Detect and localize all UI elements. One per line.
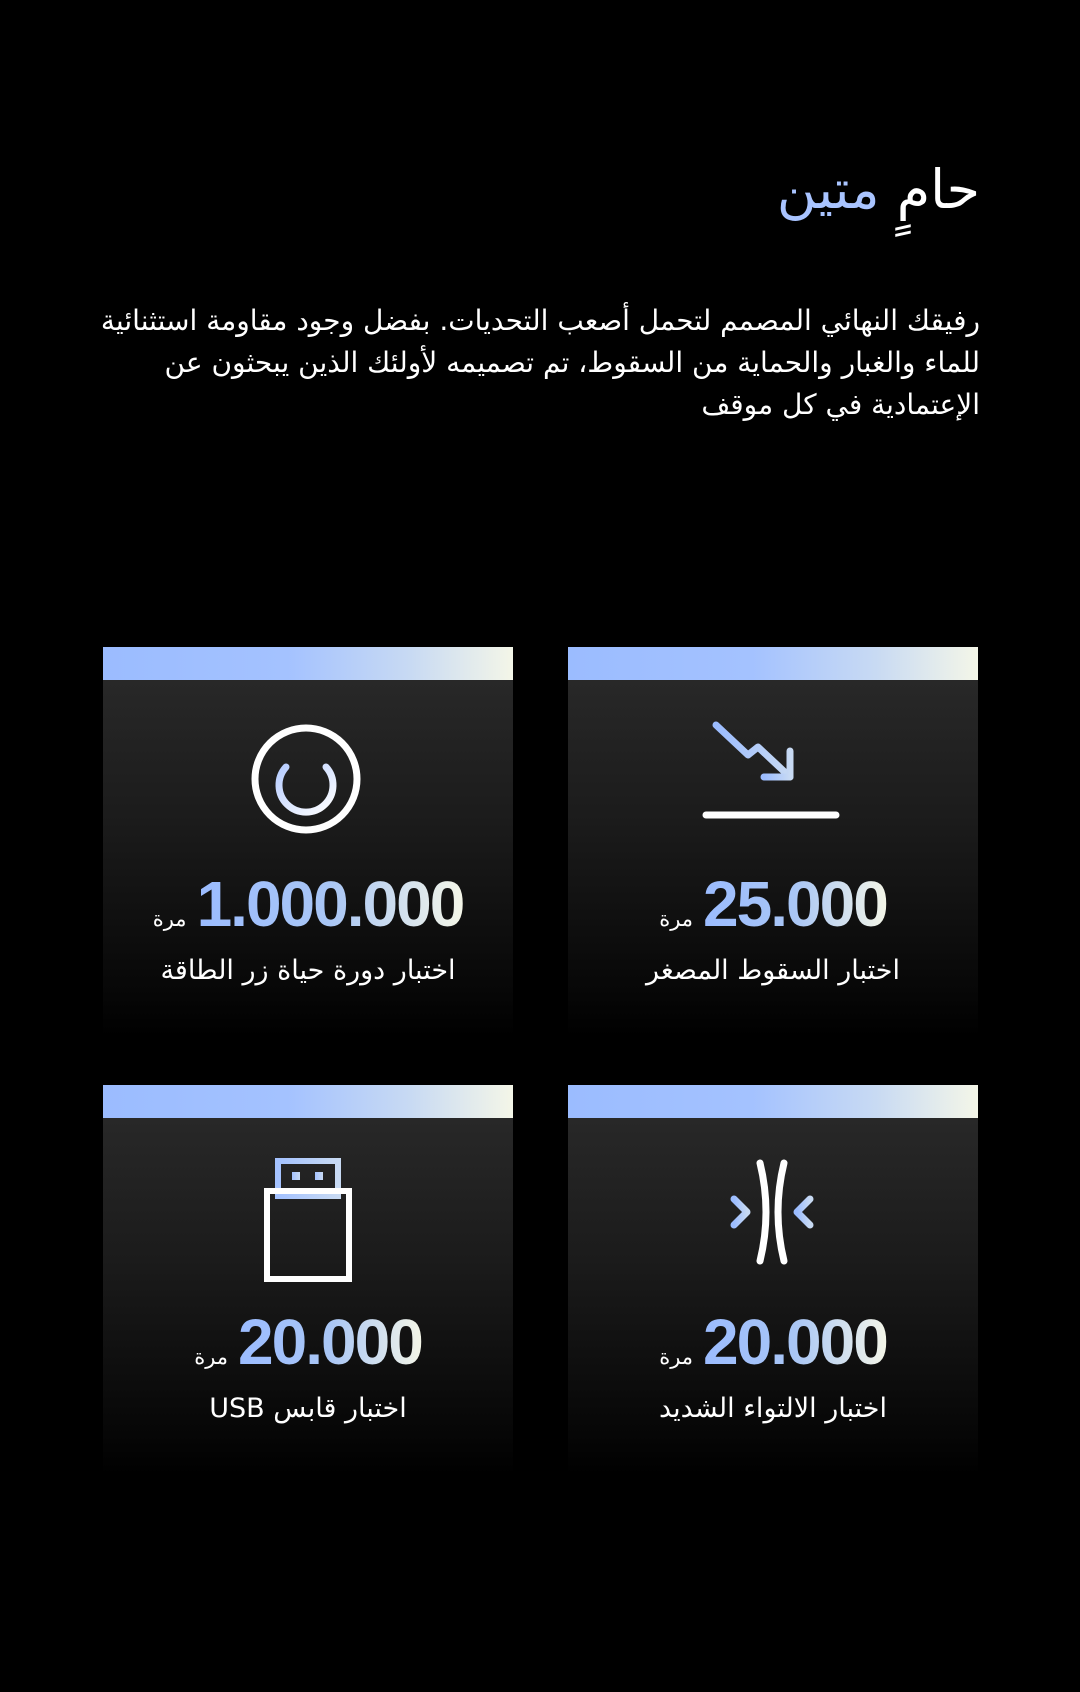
stat-card-drop-test <box>568 647 978 1037</box>
stat-value-row <box>103 869 513 939</box>
stat-label: اختبار دورة حياة زر الطاقة <box>160 955 456 986</box>
stat-label: اختبار السقوط المصغر <box>646 955 900 986</box>
page-description: رفيقك النهائي المصمم لتحمل أصعب التحديات. بفضل وجود مقاومة استثنائية للماء والغبار والحماية من السقوط، تم تصميمه لأولئك الذين يبحثون عن الإعتمادية في كل موقف <box>100 304 980 421</box>
card-accent-bar <box>568 647 978 680</box>
title-part-1: حامٍ <box>896 158 980 221</box>
drop-test-icon <box>698 717 848 847</box>
stat-unit: مرة <box>194 1345 229 1369</box>
stat-card-bend-test <box>568 1085 978 1475</box>
stat-value-row <box>103 1307 513 1377</box>
stat-unit: مرة <box>152 907 187 931</box>
card-accent-bar <box>568 1085 978 1118</box>
stat-value-row <box>568 869 978 939</box>
usb-icon <box>233 1155 383 1285</box>
title-part-2: متين <box>776 158 880 221</box>
stat-value: 20.000 <box>238 1306 422 1378</box>
power-icon <box>233 717 383 847</box>
card-accent-bar <box>103 1085 513 1118</box>
stat-card-power-button <box>103 647 513 1037</box>
stat-unit: مرة <box>659 907 694 931</box>
stat-unit: مرة <box>659 1345 694 1369</box>
stat-value: 20.000 <box>703 1306 887 1378</box>
stat-value: 1.000.000 <box>196 868 464 940</box>
stat-value-row <box>568 1307 978 1377</box>
stat-value: 25.000 <box>703 868 887 940</box>
stat-label: اختبار الالتواء الشديد <box>658 1393 887 1424</box>
stat-label: اختبار قابس USB <box>209 1393 407 1424</box>
page-title <box>100 150 980 230</box>
bend-icon <box>698 1155 848 1285</box>
card-accent-bar <box>103 647 513 680</box>
stat-card-usb-test <box>103 1085 513 1475</box>
